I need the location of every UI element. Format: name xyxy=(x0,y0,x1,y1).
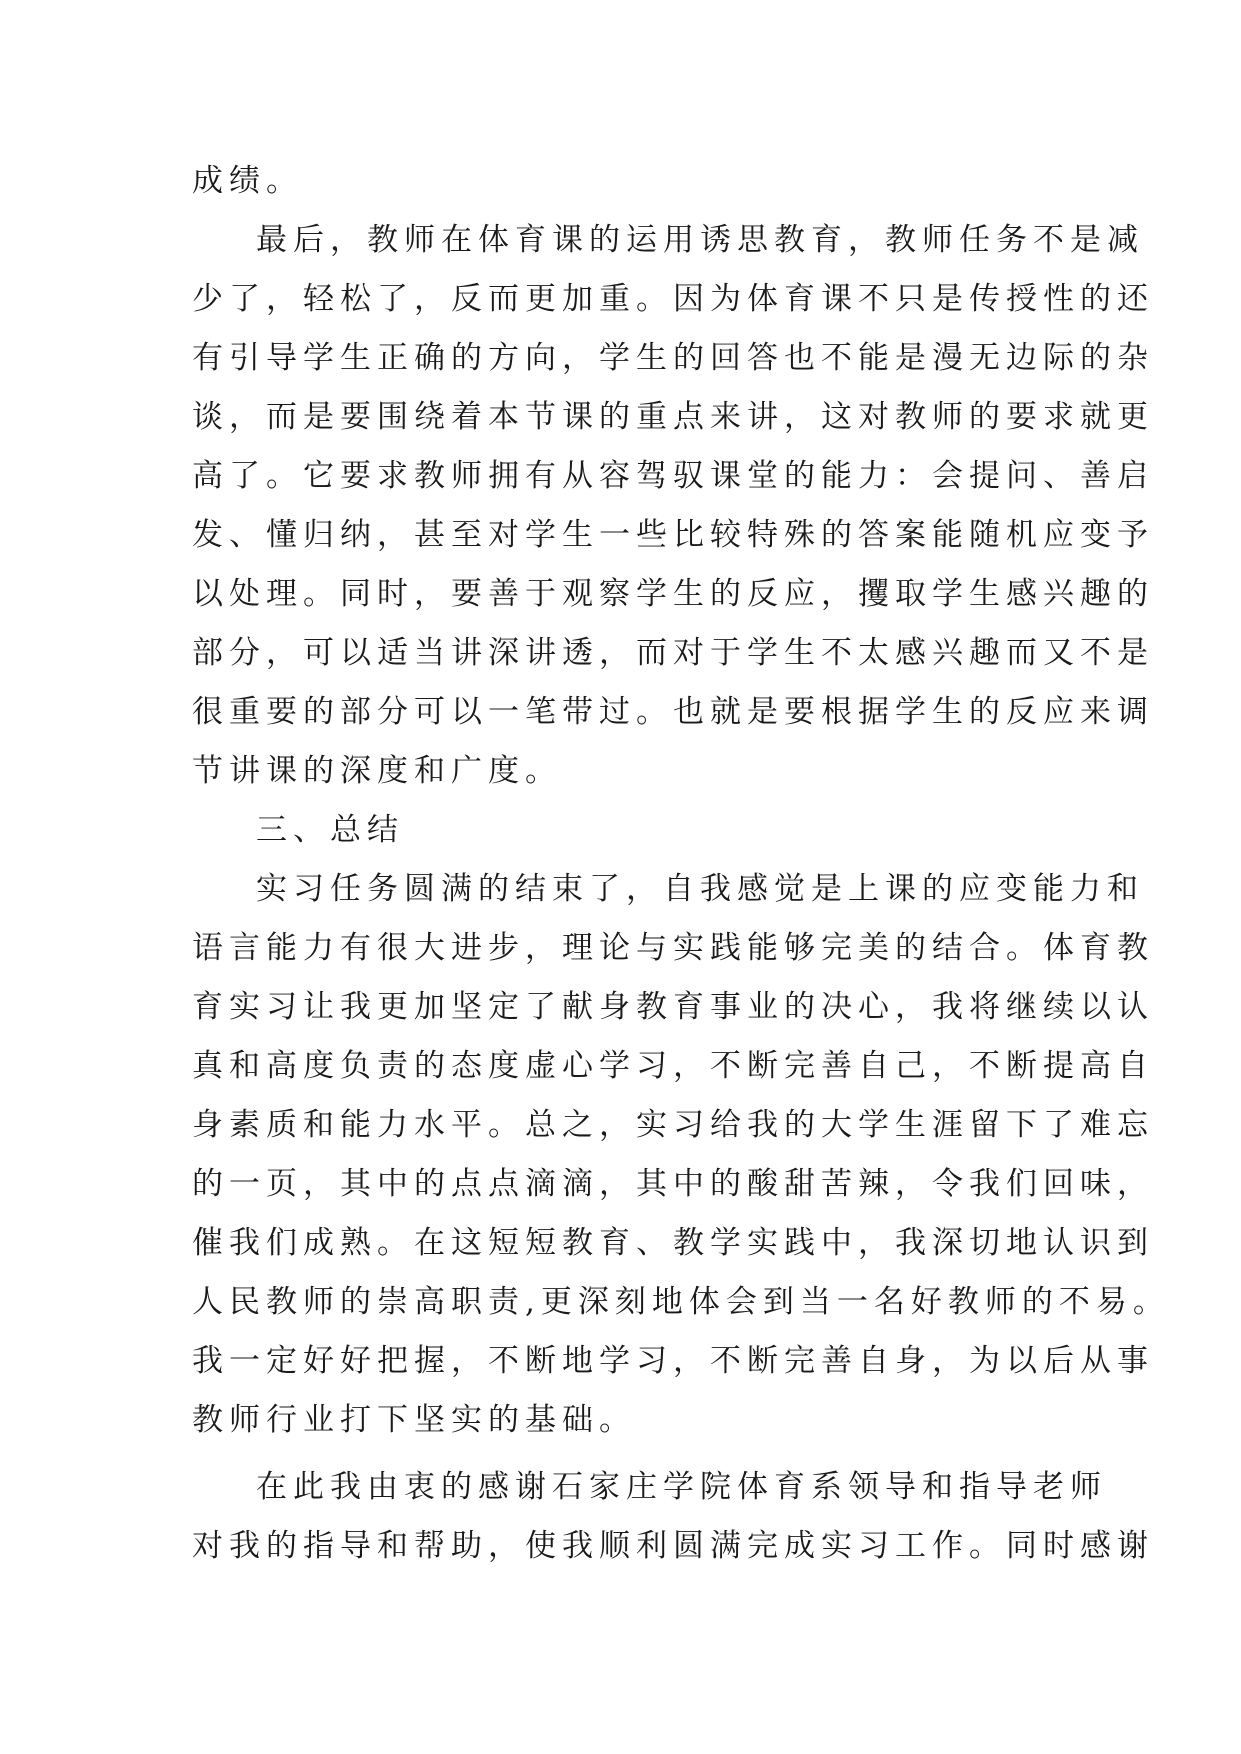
text-line: 有引导学生正确的方向，学生的回答也不能是漫无边际的杂 xyxy=(192,340,1154,376)
text-line: 部分，可以适当讲深讲透，而对于学生不太感兴趣而又不是 xyxy=(192,635,1154,671)
text-line: 最后，教师在体育课的运用诱思教育，教师任务不是减 xyxy=(256,222,1144,258)
text-line: 我一定好好把握，不断地学习，不断完善自身，为以后从事 xyxy=(192,1343,1154,1379)
text-line: 真和高度负责的态度虚心学习，不断完善自己，不断提高自 xyxy=(192,1048,1154,1084)
text-line: 催我们成熟。在这短短教育、教学实践中，我深切地认识到 xyxy=(192,1225,1154,1261)
text-line: 实习任务圆满的结束了，自我感觉是上课的应变能力和 xyxy=(256,871,1144,907)
text-line: 高了。它要求教师拥有从容驾驭课堂的能力：会提问、善启 xyxy=(192,458,1154,494)
text-line: 以处理。同时，要善于观察学生的反应，攫取学生感兴趣的 xyxy=(192,576,1154,612)
text-line: 语言能力有很大进步，理论与实践能够完美的结合。体育教 xyxy=(192,930,1154,966)
text-line: 节讲课的深度和广度。 xyxy=(192,753,562,789)
text-line: 身素质和能力水平。总之，实习给我的大学生涯留下了难忘 xyxy=(192,1107,1154,1143)
text-line: 育实习让我更加坚定了献身教育事业的决心，我将继续以认 xyxy=(192,989,1154,1025)
text-line: 的一页，其中的点点滴滴，其中的酸甜苦辣，令我们回味， xyxy=(192,1166,1154,1202)
text-line: 对我的指导和帮助，使我顺利圆满完成实习工作。同时感谢 xyxy=(192,1528,1154,1564)
text-line: 教师行业打下坚实的基础。 xyxy=(192,1402,636,1438)
text-line: 少了，轻松了，反而更加重。因为体育课不只是传授性的还 xyxy=(192,281,1154,317)
text-line: 成绩。 xyxy=(192,163,303,199)
text-line: 人民教师的崇高职责,更深刻地体会到当一名好教师的不易。 xyxy=(192,1284,1170,1320)
document-body xyxy=(192,152,1170,1576)
paragraph-gap xyxy=(192,1450,1052,1458)
text-line: 很重要的部分可以一笔带过。也就是要根据学生的反应来调 xyxy=(192,694,1154,730)
text-line: 发、懂归纳，甚至对学生一些比较特殊的答案能随机应变予 xyxy=(192,517,1154,553)
text-line: 谈，而是要围绕着本节课的重点来讲，这对教师的要求就更 xyxy=(192,399,1154,435)
text-line: 在此我由衷的感谢石家庄学院体育系领导和指导老师 xyxy=(256,1469,1107,1505)
section-heading: 三、总结 xyxy=(256,812,404,848)
